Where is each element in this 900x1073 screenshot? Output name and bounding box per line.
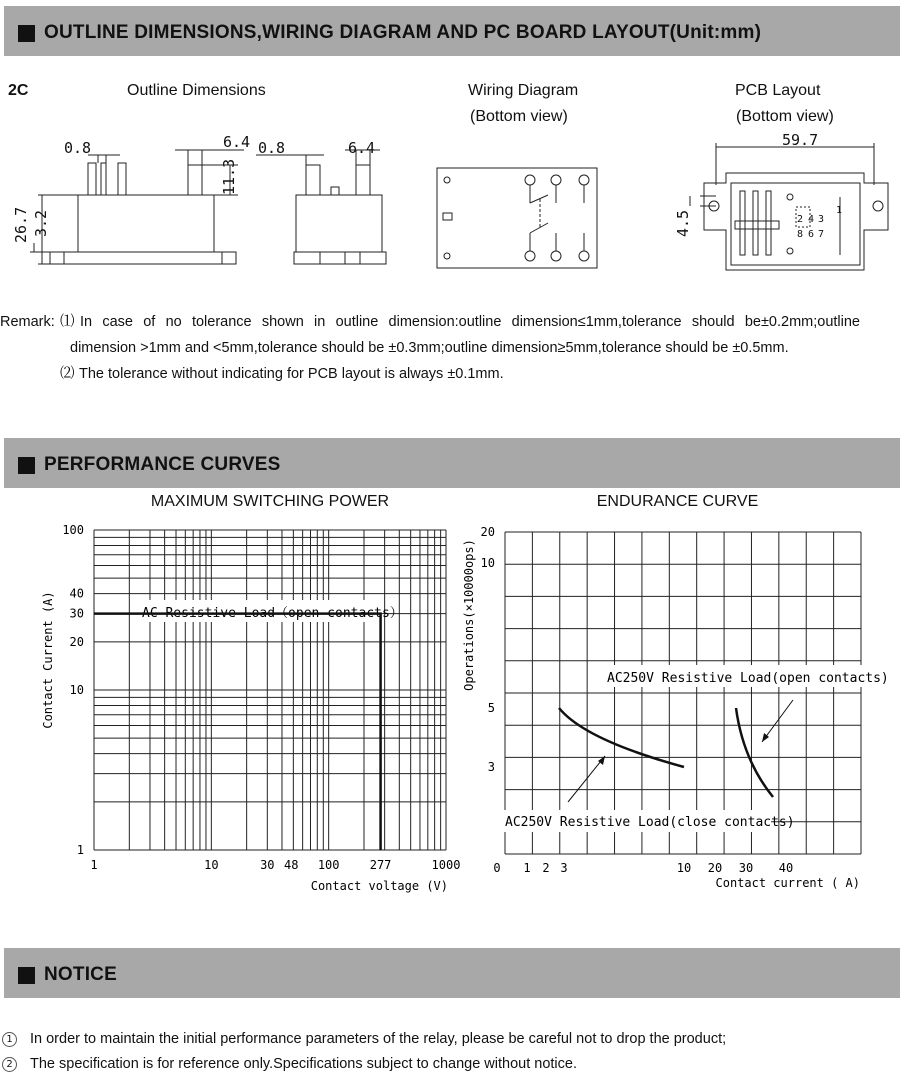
wiring-diagram-subtitle: (Bottom view) — [470, 108, 568, 125]
x-tick-label: 2 — [542, 861, 550, 875]
dim-label: 3.2 — [32, 209, 50, 237]
y-tick-label: 40 — [69, 586, 84, 601]
annotation-label: AC250V Resistive Load(open contacts) — [607, 671, 889, 686]
pcb-pin-label: 7 — [818, 229, 825, 240]
section-square-icon — [18, 25, 35, 42]
remark-text: In case of no tolerance shown in outline dimension:outline dimension≤1mm,tolerance should be±0.2mm;outline — [80, 314, 860, 330]
pcb-layout-subtitle: (Bottom view) — [736, 108, 834, 125]
dim-label: 59.7 — [782, 131, 819, 149]
dim-label: 6.4 — [223, 133, 251, 151]
x-tick-label: 40 — [778, 861, 794, 875]
notice-number: 1 — [2, 1032, 17, 1047]
section-square-icon — [18, 967, 35, 984]
x-tick-label: 48 — [284, 858, 299, 872]
y-tick-label: 1 — [76, 843, 84, 857]
section-square-icon — [18, 457, 35, 474]
remark-text: The tolerance without indicating for PCB layout is always ±0.1mm. — [79, 366, 504, 382]
pcb-pin-label: 1 — [836, 205, 843, 216]
section-title: NOTICE — [44, 964, 117, 985]
x-tick-label: 10 — [204, 858, 219, 872]
pcb-pin-label: 2 — [797, 214, 804, 225]
x-tick-label: 1 — [90, 858, 98, 872]
pcb-pin-label: 4 — [808, 214, 815, 225]
x-tick-label: 1 — [523, 861, 531, 875]
y-tick-label: 20 — [69, 634, 84, 649]
y-tick-label: 10 — [69, 683, 84, 697]
series-line — [94, 614, 381, 850]
x-tick-label: 100 — [317, 858, 340, 872]
dim-label: 26.7 — [12, 206, 30, 243]
y-tick-label: 100 — [62, 523, 84, 537]
annotation-label: AC250V Resistive Load(close contacts) — [505, 815, 795, 830]
relay-side-view — [256, 150, 386, 264]
x-tick-label: 30 — [260, 858, 275, 872]
annotation-label: AC Resistive Load（open contacts） — [142, 606, 403, 621]
dim-label: 11.3 — [220, 158, 238, 195]
wiring-diagram-title: Wiring Diagram — [468, 82, 579, 99]
endurance-curve-chart — [455, 520, 900, 900]
y-axis-label: Operations(×10000ops) — [462, 539, 476, 691]
x-axis-label: Contact voltage (V) — [310, 879, 448, 893]
y-tick-label: 10 — [480, 556, 495, 570]
remark-text: dimension >1mm and <5mm,tolerance should be ±0.3mm;outline dimension≥5mm,tolerance should be ±0.5mm. — [70, 340, 789, 356]
dim-label: 0.8 — [64, 139, 92, 157]
outline-dimensions-title: Outline Dimensions — [127, 82, 266, 99]
y-tick-label: 20 — [480, 525, 495, 539]
section-title: OUTLINE DIMENSIONS,WIRING DIAGRAM AND PC BOARD LAYOUT(Unit:mm) — [44, 22, 762, 43]
notice-number: 2 — [2, 1057, 17, 1072]
grid — [94, 530, 446, 850]
section-header-performance — [4, 438, 900, 488]
max-switching-power-chart — [0, 520, 460, 900]
section-title: PERFORMANCE CURVES — [44, 454, 281, 475]
x-tick-label: 20 — [707, 861, 723, 875]
pcb-layout-body — [690, 143, 888, 270]
pcb-pin-label: 6 — [808, 229, 815, 240]
remark-number: ⑵ — [60, 366, 75, 382]
series-line-close-contacts — [559, 708, 684, 767]
section-header-outline — [4, 6, 900, 56]
x-tick-label: 3 — [560, 861, 568, 875]
grid — [505, 532, 861, 854]
annotation-arrow — [568, 756, 605, 802]
notice-item — [2, 1031, 726, 1047]
outline-drawings — [0, 125, 900, 285]
relay-front-view — [30, 150, 244, 264]
y-tick-label: 30 — [69, 606, 84, 621]
dim-label: 6.4 — [348, 139, 376, 157]
dim-label: 0.8 — [258, 139, 286, 157]
pcb-layout-title: PCB Layout — [735, 82, 821, 99]
y-tick-label: 3 — [487, 760, 495, 774]
x-tick-label: 277 — [369, 858, 392, 872]
model-label: 2C — [8, 82, 29, 99]
x-tick-label: 30 — [738, 861, 754, 875]
x-tick-label: 10 — [676, 861, 692, 875]
notice-item — [2, 1056, 577, 1072]
pcb-pin-label: 8 — [797, 229, 804, 240]
x-tick-label: 1000 — [431, 858, 460, 872]
remark-number: ⑴ — [60, 314, 75, 330]
x-tick-label: 0 — [493, 861, 501, 875]
chart-title: MAXIMUM SWITCHING POWER — [150, 493, 390, 510]
series-line-open-contacts — [736, 708, 773, 797]
y-axis-label: Contact Current (A) — [41, 591, 55, 729]
section-header-notice — [4, 948, 900, 998]
remark-label: Remark: — [0, 314, 55, 330]
chart-title: ENDURANCE CURVE — [596, 493, 759, 510]
notice-text: The specification is for reference only.Specifications subject to change without notice. — [30, 1056, 577, 1072]
wiring-diagram-body — [437, 168, 597, 268]
y-tick-label: 5 — [487, 701, 495, 715]
notice-text: In order to maintain the initial performance parameters of the relay, please be careful not to drop the product; — [30, 1031, 727, 1047]
dim-label: 4.5 — [674, 209, 692, 237]
x-axis-label: Contact current ( A) — [715, 876, 860, 890]
pcb-pin-label: 3 — [818, 214, 825, 225]
